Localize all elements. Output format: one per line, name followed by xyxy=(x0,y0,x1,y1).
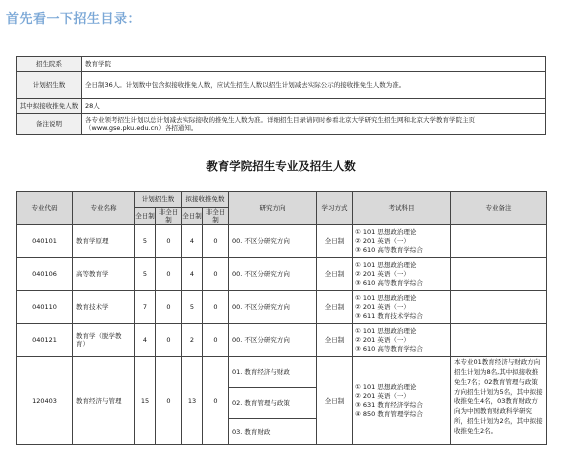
exam-subject: ② 201 英语（一） xyxy=(355,236,410,245)
major-name: 教育经济与管理 xyxy=(73,357,135,445)
info-row xyxy=(17,57,546,72)
info-label: 招生院系 xyxy=(17,57,82,72)
exam-subject: ④ 850 教育管理学综合 xyxy=(355,409,423,418)
major-name: 教育学（脱学教育） xyxy=(73,324,135,357)
header-mode: 学习方式 xyxy=(317,192,353,225)
plan-full-time: 15 xyxy=(135,357,156,445)
exam-subject: ② 201 英语（一） xyxy=(355,269,410,278)
major-note: 本专业01教育经济与财政方向招生计划为8名,其中拟接收推免生7名；02教育管理与政策方向招生计划为5名，其中拟接收推免生4名，03教育财政方向为中国教育财政科学研究所，招生计划为2名，其中拟接收推免生2名。 xyxy=(451,357,547,445)
info-value: 教育学院 xyxy=(82,57,546,72)
major-table xyxy=(16,191,547,445)
plan-full-time: 4 xyxy=(135,324,156,357)
exam-subject: ① 101 思想政治理论 xyxy=(355,383,417,392)
recommend-full-time: 4 xyxy=(182,225,203,258)
header-plan: 计划招生数 xyxy=(135,192,182,208)
research-direction: 00. 不区分研究方向 xyxy=(229,291,317,324)
recommend-full-time: 4 xyxy=(182,258,203,291)
exam-subject: ② 201 英语（一） xyxy=(355,335,410,344)
study-mode: 全日制 xyxy=(317,291,353,324)
exam-subject: ① 101 思想政治理论 xyxy=(355,294,417,303)
info-value: 28人 xyxy=(82,99,546,114)
info-row xyxy=(17,72,546,99)
recommend-full-time: 5 xyxy=(182,291,203,324)
header-plan-full-time: 全日制 xyxy=(135,208,156,225)
header-rec-part-time: 非全日制 xyxy=(203,208,229,225)
exam-subject: ① 101 思想政治理论 xyxy=(355,327,417,336)
study-mode: 全日制 xyxy=(317,357,353,445)
table-row xyxy=(17,291,547,324)
recommend-part-time: 0 xyxy=(203,324,229,357)
major-name: 高等教育学 xyxy=(73,258,135,291)
exam-subject: ③ 610 高等教育学综合 xyxy=(355,278,423,287)
major-note xyxy=(451,291,547,324)
research-direction: 03. 教育财政 xyxy=(229,419,317,445)
section-title: 教育学院招生专业及招生人数 xyxy=(206,159,356,173)
recommend-full-time: 13 xyxy=(182,357,203,445)
research-direction: 00. 不区分研究方向 xyxy=(229,225,317,258)
research-direction: 01. 教育经济与财政 xyxy=(229,357,317,388)
major-code: 040121 xyxy=(17,324,73,357)
plan-full-time: 5 xyxy=(135,258,156,291)
header-name: 专业名称 xyxy=(73,192,135,225)
research-direction: 00. 不区分研究方向 xyxy=(229,324,317,357)
header-rec-full-time: 全日制 xyxy=(182,208,203,225)
study-mode: 全日制 xyxy=(317,225,353,258)
header-direction: 研究方向 xyxy=(229,192,317,225)
study-mode: 全日制 xyxy=(317,324,353,357)
research-direction: 02. 教育管理与政策 xyxy=(229,388,317,419)
exam-subject: ③ 610 高等教育学综合 xyxy=(355,344,423,353)
plan-part-time: 0 xyxy=(156,291,182,324)
plan-part-time: 0 xyxy=(156,225,182,258)
table-row xyxy=(17,357,547,388)
recommend-part-time: 0 xyxy=(203,291,229,324)
plan-full-time: 5 xyxy=(135,225,156,258)
plan-part-time: 0 xyxy=(156,357,182,445)
recommend-full-time: 2 xyxy=(182,324,203,357)
header-note: 专业备注 xyxy=(451,192,547,225)
header-plan-part-time: 非全日制 xyxy=(156,208,182,225)
research-direction: 00. 不区分研究方向 xyxy=(229,258,317,291)
header-recommend: 拟接收推免数 xyxy=(182,192,229,208)
page-heading: 首先看一下招生目录： xyxy=(6,12,142,27)
exam-subject: ① 101 思想政治理论 xyxy=(355,228,417,237)
major-name: 教育学原理 xyxy=(73,225,135,258)
exam-subject: ③ 631 教育经济学综合 xyxy=(355,400,423,409)
major-note xyxy=(451,258,547,291)
info-row xyxy=(17,114,546,135)
info-label: 其中拟接收推免人数 xyxy=(17,99,82,114)
header-row xyxy=(17,192,547,208)
info-value: 全日制36人。计划数中包含拟接收推免人数，应试生招生人数以招生计划减去实际公示的接收推免生人数为准。 xyxy=(82,72,546,99)
exam-subject: ② 201 英语（一） xyxy=(355,391,410,400)
study-mode: 全日制 xyxy=(317,258,353,291)
table-row xyxy=(17,258,547,291)
exam-subject: ② 201 英语（一） xyxy=(355,302,410,311)
major-code: 040101 xyxy=(17,225,73,258)
major-note xyxy=(451,225,547,258)
exam-subjects xyxy=(353,291,451,324)
header-code: 专业代码 xyxy=(17,192,73,225)
header-exam: 考试科目 xyxy=(353,192,451,225)
plan-full-time: 7 xyxy=(135,291,156,324)
plan-part-time: 0 xyxy=(156,258,182,291)
exam-subjects xyxy=(353,258,451,291)
plan-part-time: 0 xyxy=(156,324,182,357)
exam-subjects xyxy=(353,225,451,258)
major-code: 040106 xyxy=(17,258,73,291)
info-value: 各专业领考招生计划以总计划减去实际接收的推免生人数为准。详细招生目录请同时参看北京大学研究生招生网和北京大学教育学院主页（www.gse.pku.edu.cn）各招通知。 xyxy=(82,114,546,135)
major-code: 120403 xyxy=(17,357,73,445)
exam-subjects xyxy=(353,357,451,445)
info-label: 备注说明 xyxy=(17,114,82,135)
exam-subjects xyxy=(353,324,451,357)
info-table xyxy=(16,56,546,135)
recommend-part-time: 0 xyxy=(203,225,229,258)
table-row xyxy=(17,324,547,357)
info-row xyxy=(17,99,546,114)
major-name: 教育技术学 xyxy=(73,291,135,324)
exam-subject: ① 101 思想政治理论 xyxy=(355,261,417,270)
info-label: 计划招生数 xyxy=(17,72,82,99)
recommend-part-time: 0 xyxy=(203,258,229,291)
exam-subject: ③ 610 高等教育学综合 xyxy=(355,245,423,254)
exam-subject: ③ 611 教育技术学综合 xyxy=(355,311,423,320)
major-code: 040110 xyxy=(17,291,73,324)
table-row xyxy=(17,225,547,258)
major-note xyxy=(451,324,547,357)
recommend-part-time: 0 xyxy=(203,357,229,445)
